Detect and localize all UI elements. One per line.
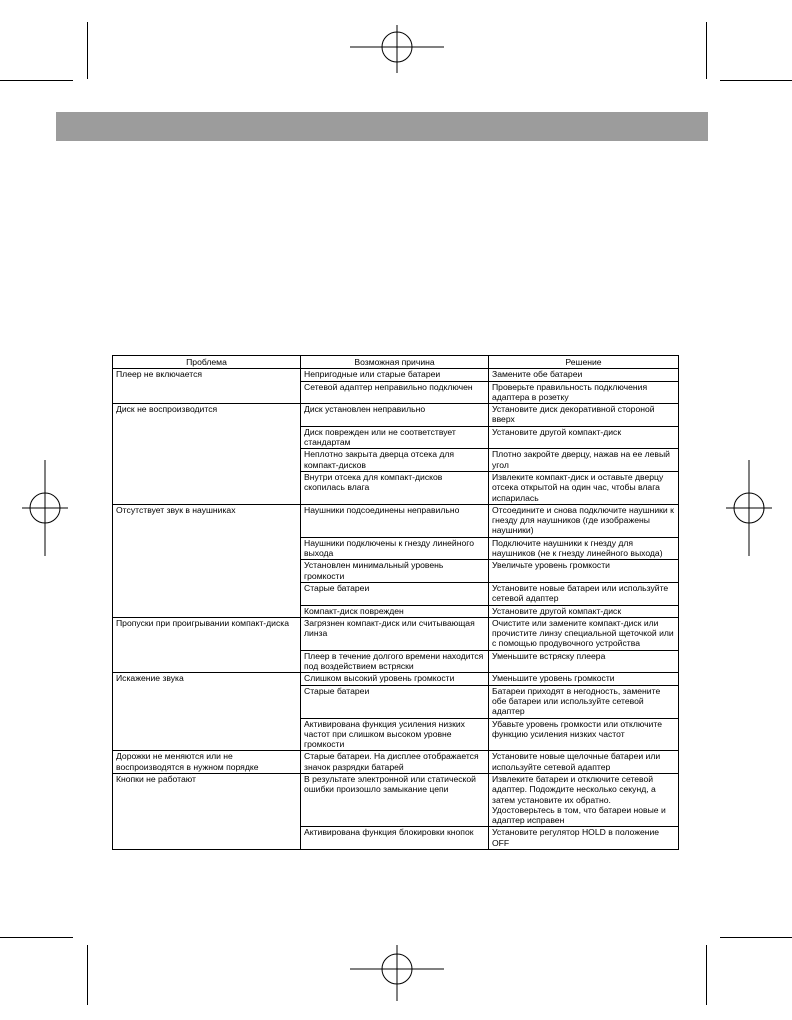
table-row (113, 773, 679, 826)
cause-cell: Непригодные или старые батареи (301, 369, 489, 381)
registration-mark-icon (350, 25, 444, 75)
registration-mark-icon (726, 460, 776, 556)
solution-cell: Установите регулятор HOLD в положение OFF (489, 827, 679, 850)
solution-cell: Установите другой компакт-диск (489, 605, 679, 617)
solution-cell: Батареи приходят в негодность, замените обе батареи или используйте сетевой адаптер (489, 685, 679, 718)
cause-cell: Старые батареи (301, 685, 489, 718)
problem-cell: Отсутствует звук в наушниках (113, 504, 301, 617)
solution-cell: Увеличьте уровень громкости (489, 560, 679, 583)
problem-cell: Диск не воспроизводится (113, 404, 301, 505)
solution-cell: Подключите наушники к гнезду для наушников (не к гнезду линейного выхода) (489, 537, 679, 560)
cause-cell: Компакт-диск поврежден (301, 605, 489, 617)
crop-mark (706, 945, 707, 1005)
cause-cell: Внутри отсека для компакт-дисков скопилась влага (301, 471, 489, 504)
table-row (113, 369, 679, 381)
crop-mark (87, 945, 88, 1005)
solution-cell: Плотно закройте дверцу, нажав на ее левый угол (489, 449, 679, 472)
crop-mark (87, 22, 88, 79)
solution-cell: Уменьшите встряску плеера (489, 650, 679, 673)
troubleshooting-table (112, 355, 679, 850)
solution-cell: Установите диск декоративной стороной вверх (489, 404, 679, 427)
cause-cell: Загрязнен компакт-диск или считывающая линза (301, 617, 489, 650)
crop-mark (706, 22, 707, 79)
cause-cell: Активирована функция блокировки кнопок (301, 827, 489, 850)
section-header-bar (56, 112, 708, 141)
registration-mark-icon (350, 945, 444, 1005)
problem-cell: Плеер не включается (113, 369, 301, 404)
solution-cell: Извлеките компакт-диск и оставьте дверцу отсека открытой на один час, чтобы влага испарилась (489, 471, 679, 504)
column-header-problem: Проблема (113, 356, 301, 369)
solution-cell: Извлеките батареи и отключите сетевой адаптер. Подождите несколько секунд, а затем установите их обратно. Удостоверьтесь в том, что батареи новые и адаптер исправен (489, 773, 679, 826)
cause-cell: Активирована функция усиления низких частот при слишком высоком уровне громкости (301, 718, 489, 751)
solution-cell: Установите новые щелочные батареи или используйте сетевой адаптер (489, 751, 679, 774)
cause-cell: Слишком высокий уровень громкости (301, 673, 489, 685)
table-row (113, 673, 679, 685)
crop-mark (0, 80, 73, 81)
solution-cell: Установите новые батареи или используйте сетевой адаптер (489, 582, 679, 605)
cause-cell: Плеер в течение долгого времени находится под воздействием встряски (301, 650, 489, 673)
solution-cell: Проверьте правильность подключения адаптера в розетку (489, 381, 679, 404)
table-row (113, 751, 679, 774)
solution-cell: Убавьте уровень громкости или отключите функцию усиления низких частот (489, 718, 679, 751)
cause-cell: Старые батареи. На дисплее отображается значок разрядки батарей (301, 751, 489, 774)
cause-cell: Установлен минимальный уровень громкости (301, 560, 489, 583)
crop-mark (0, 937, 73, 938)
table-row (113, 404, 679, 427)
cause-cell: В результате электронной или статической ошибки произошло замыкание цепи (301, 773, 489, 826)
cause-cell: Диск установлен неправильно (301, 404, 489, 427)
crop-mark (720, 937, 792, 938)
solution-cell: Установите другой компакт-диск (489, 426, 679, 449)
column-header-cause: Возможная причина (301, 356, 489, 369)
cause-cell: Неплотно закрыта дверца отсека для компакт-дисков (301, 449, 489, 472)
solution-cell: Уменьшите уровень громкости (489, 673, 679, 685)
solution-cell: Очистите или замените компакт-диск или прочистите линзу специальной щеточкой или с помощью продувочного устройства (489, 617, 679, 650)
crop-mark (720, 80, 792, 81)
cause-cell: Наушники подключены к гнезду линейного выхода (301, 537, 489, 560)
cause-cell: Сетевой адаптер неправильно подключен (301, 381, 489, 404)
column-header-solution: Решение (489, 356, 679, 369)
problem-cell: Кнопки не работают (113, 773, 301, 849)
solution-cell: Отсоедините и снова подключите наушники к гнезду для наушников (где изображены наушники) (489, 504, 679, 537)
cause-cell: Старые батареи (301, 582, 489, 605)
problem-cell: Дорожки не меняются или не воспроизводятся в нужном порядке (113, 751, 301, 774)
table-row (113, 504, 679, 537)
problem-cell: Пропуски при проигрывании компакт-диска (113, 617, 301, 672)
cause-cell: Наушники подсоединены неправильно (301, 504, 489, 537)
table-row (113, 617, 679, 650)
table-header-row (113, 356, 679, 369)
problem-cell: Искажение звука (113, 673, 301, 751)
registration-mark-icon (18, 460, 68, 556)
cause-cell: Диск поврежден или не соответствует стандартам (301, 426, 489, 449)
solution-cell: Замените обе батареи (489, 369, 679, 381)
